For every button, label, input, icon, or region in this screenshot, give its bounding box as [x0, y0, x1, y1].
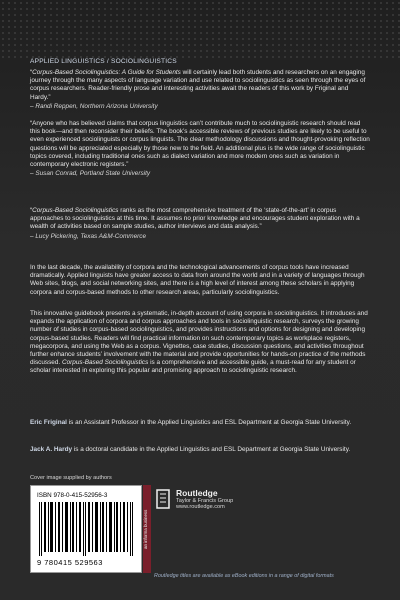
quote-3-text: ranks as the most comprehensive treatment of the ‘state-of-the-art’ in corpus approaches to sociolinguistics at this time. It assumes no prior knowledge and encourages student exploration with a wealth of activities based on sample studies, author interviews and data analysis.” — [30, 207, 360, 231]
barcode-number: 9 780415 529563 — [37, 558, 103, 567]
publisher-text — [176, 488, 233, 510]
publisher-strip-text: an informa business — [143, 509, 148, 549]
author-1-bio: is an Assistant Professor in the Applied Linguistics and ESL Department at Georgia State University. — [66, 419, 352, 426]
author-bio-2 — [30, 446, 370, 454]
publisher-block — [154, 488, 233, 510]
quote-2-attribution: – Susan Conrad, Portland State University — [30, 170, 151, 178]
quote-3-attribution: – Lucy Pickering, Texas A&M-Commerce — [30, 232, 147, 240]
quote-1-title: Corpus-Based Sociolinguistics: A Guide for Students — [32, 69, 181, 76]
author-bio-1 — [30, 419, 370, 427]
quote-3-title: Corpus-Based Sociolinguistics — [32, 207, 119, 214]
publisher-website: www.routledge.com — [176, 504, 225, 510]
publisher-group: Taylor & Francis Group — [176, 498, 234, 504]
review-quote-1: “Corpus-Based Sociolinguistics: A Guide for Students will certainly lead both students and researchers on an engaging journey through the many aspects of language variation and use related to sociolinguistics as seen through the eyes of corpus researchers. Reader-friendly prose and interesting activities await the readers of this work by Friginal and Hardy.” – Randi Reppen, Northern Arizona University — [30, 69, 370, 111]
description-2-text: This innovative guidebook presents a systematic, in-depth account of using corpora in sociolinguistics. It introduces and expands the application of corpora and corpus approaches and tools in sociolinguistic research, surveys the growing number of studies in corpus-based sociolinguistics, and provides instructions and options for designing and developing corpus-based studies. Readers will find practical information on such contemporary topics as workplace registers, megacorpora, and using the Web as a corpus. Vignettes, case studies, discussion questions, and activities throughout further enhance students’ involvement with the material and provide opportunities for hands-on practice of the methods discussed. — [30, 310, 368, 367]
author-1-name: Eric Friginal — [30, 419, 67, 426]
quote-1-text: will certainly lead both students and researchers on an engaging journey through the many aspects of language variation and use related to sociolinguistics as seen through the eyes of corpus researchers. Reader-friendly prose and interesting activities await the readers of this work by Friginal and Hardy.” — [30, 69, 366, 101]
review-quote-3: “Corpus-Based Sociolinguistics ranks as the most comprehensive treatment of the ‘state-of-the-art’ in corpus approaches to sociolinguistics at this time. It assumes no prior knowledge and encourages student exploration with a wealth of activities based on sample studies, author interviews and data analysis.” – Lucy Pickering, Texas A&M-Commerce — [30, 207, 370, 241]
description-2-tail: is a comprehensive and accessible guide, a must-read for any student or scholar interested in exploring this popular and promising approach to sociolinguistic research. — [30, 359, 356, 375]
isbn: ISBN 978-0-415-52956-3 — [37, 492, 108, 499]
review-quote-2 — [30, 120, 370, 178]
author-2-name: Jack A. Hardy — [30, 446, 73, 453]
dotted-pattern — [0, 0, 400, 58]
cover-credit: Cover image supplied by authors — [30, 475, 112, 481]
publisher-name: Routledge — [176, 488, 218, 498]
barcode-icon — [37, 502, 137, 556]
description-paragraph-2 — [30, 310, 370, 376]
author-2-bio: is a doctoral candidate in the Applied Linguistics and ESL Department at Georgia State University. — [72, 446, 351, 453]
series-label: APPLIED LINGUISTICS / SOCIOLINGUISTICS — [30, 58, 177, 65]
description-paragraph-1: In the last decade, the availability of corpora and the technological advancements of corpus tools have increased dramatically. Applied linguists have greater access to data from around the world and in a variety of languages through Web sites, blogs, and social networking sites, and there is a high level of interest among these scholars in applying corpora and corpus-based methods to other research areas, particularly sociolinguistics. — [30, 264, 365, 296]
routledge-logo-icon — [154, 488, 172, 510]
barcode-box — [30, 485, 142, 573]
quote-1-attribution: – Randi Reppen, Northern Arizona University — [30, 102, 158, 110]
quote-2-text: “Anyone who has believed claims that corpus linguistics can’t contribute much to sociolinguistic research should read this book—and then reconsider their beliefs. The book’s accessible reviews of previous studies are likely to be useful to even experienced sociolinguists or corpus linguists. The clear methodology discussions and thought-provoking reflection questions will be appreciated especially by those new to the field. An additional plus is the wide range of sociolinguistic topics covered, including traditional ones such as dialect variation and more modern ones such as variation in contemporary electronic registers.” — [30, 120, 370, 169]
ebook-note: Routledge titles are available as eBook editions in a range of digital formats — [154, 573, 334, 579]
description-2-title: Corpus-Based Sociolinguistics — [61, 359, 149, 367]
